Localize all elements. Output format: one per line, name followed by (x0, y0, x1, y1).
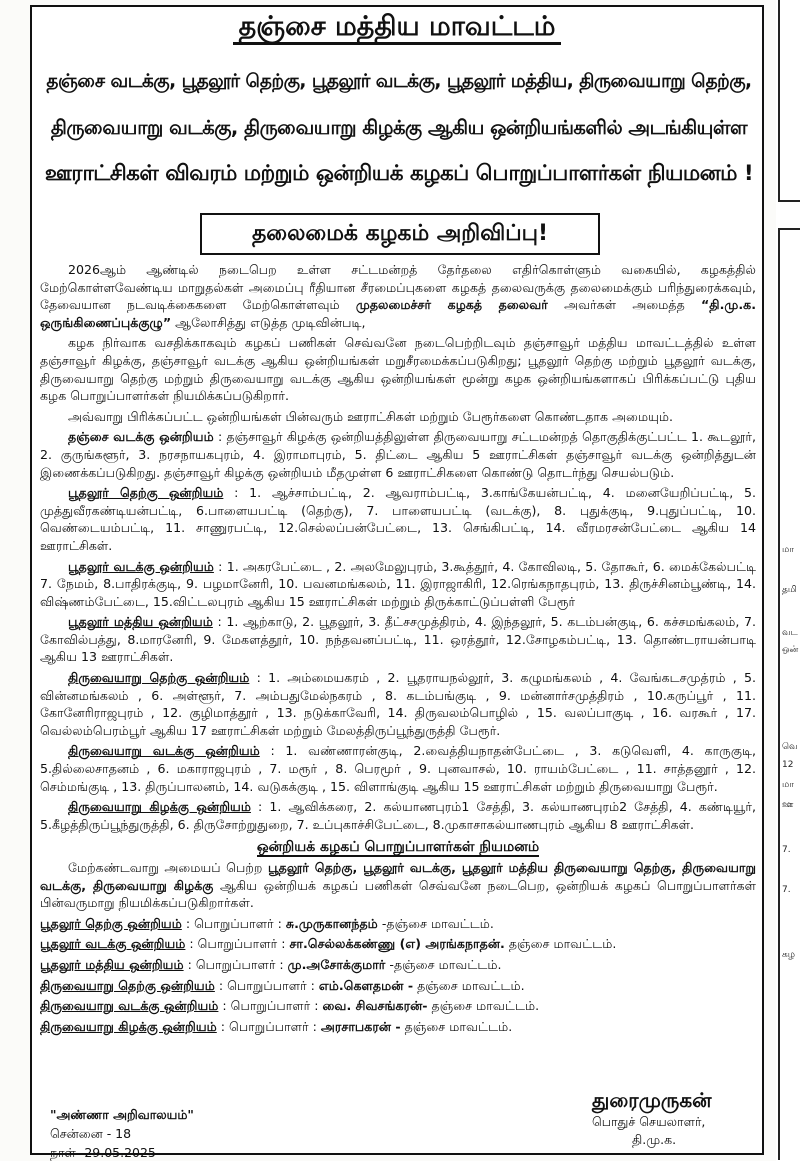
side-fragment: 7. (782, 885, 791, 895)
appointment-row: பூதலூர் தெற்கு ஒன்றியம் : பொறுப்பாளர் : சு.முருகானந்தம் -தஞ்சை மாவட்டம். (40, 915, 494, 931)
side-fragment: மா (782, 780, 794, 790)
signatory-designation: பொதுச் செயலாளர், (592, 1114, 706, 1129)
office-name: "அண்ணா அறிவாலயம்" (50, 1107, 194, 1122)
union-paragraph: திருவையாறு தெற்கு ஒன்றியம் : 1. அம்மையகரம் , 2. பூதராயநல்லூர், 3. கழுமங்கலம் , 4. வேங்கடசமுத்ரம் , 5. வின்னமங்கலம் , 6. அள்ளூர், 7. அம்பதுமேல்நகரம் , 8. கடம்பங்குடி , 9. மன்னார்சமுத்திரம் , 10.கருப்பூர் , 11. கோனேரிராஜபுரம் , 12. குழிமாத்தூர் , 13. நடுக்காவேரி, 14. திருவலம்பொழில் , 15. வலப்பாகுடி , 16. வரகூர் , 17. வெல்லம்பெரம்பூர் ஆகிய 17 ஊராட்சிகள் மற்றும் மேலத்திருப்பூந்துருத்தி பேரூர். (40, 670, 756, 738)
intro-paragraph-3: அவ்வாறு பிரிக்கப்பட்ட ஒன்றியங்கள் பின்வரும் ஊராட்சிகள் மற்றும் பேரூர்களை கொண்டதாக அமையும். (68, 408, 674, 424)
headline-line-3: ஊராட்சிகள் விவரம் மற்றும் ஒன்றியக் கழகப் பொறுப்பாளர்கள் நியமனம் ! (44, 161, 754, 186)
appointment-row: திருவையாறு கிழக்கு ஒன்றியம் : பொறுப்பாளர் : அரசாபகரன் - தஞ்சை மாவட்டம். (40, 1018, 513, 1034)
adjacent-column (776, 0, 800, 1161)
union-paragraph: திருவையாறு கிழக்கு ஒன்றியம் : 1. ஆவிக்கரை, 2. கல்யாணபுரம்1 சேத்தி, 3. கல்யாணபுரம்2 சேத்தி, 4. கண்டியூர், 5.கீழத்திருப்பூந்துருத்தி, 6. திருசோற்றுதுறை, 7. உப்புகாச்சிபேட்டை, 8.முகாசாகல்யாணபுரம் ஆகிய 8 ஊராட்சிகள். (40, 799, 756, 832)
union-paragraph: பூதலூர் வடக்கு ஒன்றியம் : 1. அகரபேட்டை , 2. அலமேலுபுரம், 3.கூத்தூர், 4. கோவிலடி, 5. தோகூர், 6. மைக்கேல்பட்டி 7. நேமம், 8.பாதிரக்குடி, 9. பழமானேரி, 10. பவனமங்கலம், 11. இராஜாகிரி, 12.ரெங்கநாதபுரம், 13. திருச்சினம்பூண்டி, 14. விஷ்ணம்பேட்டை, 15.விட்டலபுரம் ஆகிய 15 ஊராட்சிகள் மற்றும் திருக்காட்டுப்பள்ளி பேரூர் (40, 558, 756, 609)
union-paragraph: பூதலூர் மத்திய ஒன்றியம் : 1. ஆற்காடு, 2. பூதலூர், 3. தீட்சசமுத்திரம், 4. இந்தலூர், 5. கடம்பன்குடி, 6. கச்சமங்கலம், 7. கோவில்பத்து, 8.மாரனேரி, 9. மேகளத்தூர், 10. நந்தவனப்பட்டி, 11. ஒரத்தூர், 12.சோழகம்பட்டி, 13. தொண்டராயன்பாடி ஆகிய 13 ஊராட்சிகள். (40, 614, 756, 665)
side-fragment: 7. (782, 845, 791, 855)
side-fragment: ஒன் (782, 645, 799, 655)
signatory-name: துரைமுருகன் (592, 1088, 712, 1112)
headline-line-2: திருவையாறு வடக்கு, திருவையாறு கிழக்கு ஆகிய ஒன்றியங்களில் அடங்கியுள்ள (50, 116, 748, 139)
union-paragraph: திருவையாறு வடக்கு ஒன்றியம் : 1. வண்ணாரன்குடி, 2.வைத்தியநாதன்பேட்டை , 3. கடுவெளி, 4. காருகுடி, 5.தில்லைசாதனம் , 6. மகாராஜபுரம் , 7. மரூர் , 8. பெரமூர் , 9. புனவாசல், 10. ராயம்பேட்டை , 11. சாத்தனூர் , 12. செம்மங்குடி , 13. திருப்பாலனம், 14. வடுகக்குடி , 15. விளாங்குடி ஆகிய 15 ஊராட்சிகள் மற்றும் திருவையாறு பேரூர். (40, 743, 756, 794)
side-fragment: 12 (782, 760, 794, 770)
notice-date: நாள்- 29.05.2025 (50, 1145, 156, 1160)
appointment-row: பூதலூர் மத்திய ஒன்றியம் : பொறுப்பாளர் : மு.அசோக்குமார் -தஞ்சை மாவட்டம். (40, 956, 502, 972)
office-city: சென்னை - 18 (50, 1126, 132, 1141)
appointment-row: திருவையாறு வடக்கு ஒன்றியம் : பொறுப்பாளர் : வை. சிவசங்கரன்- தஞ்சை மாவட்டம். (40, 998, 540, 1014)
notice-title: தலைமைக் கழகம் அறிவிப்பு! (200, 213, 600, 255)
headline-line-1: தஞ்சை வடக்கு, பூதலூர் தெற்கு, பூதலூர் வடக்கு, பூதலூர் மத்திய, திருவையாறு தெற்கு, (46, 71, 752, 92)
intro-paragraph-1: 2026ஆம் ஆண்டில் நடைபெற உள்ள சட்டமன்றத் தேர்தலை எதிர்கொள்ளும் வகையில், கழகத்தில் மேற்கொள்ளவேண்டிய மாறுதல்கள் அமைப்பு ரீதியான சீரமைப்புகளை கழகத் தலைவருக்கு தலைமைக்கும் பரிந்துரைக்கவும், தேவையான நடவடிக்கைகளை மேற்கொள்ளவும் முதலமைச்சர் கழகத் தலைவர் அவர்கள் அமைத்த “தி.மு.க. ஒருங்கிணைப்புக்குழு” ஆலோசித்து எடுத்த முடிவின்படி, (40, 262, 756, 330)
side-fragment: தமி (782, 585, 797, 595)
side-fragment: வட (782, 628, 798, 638)
office-address (50, 1105, 300, 1162)
appointments-title: ஒன்றியக் கழகப் பொறுப்பாளர்கள் நியமனம் (256, 839, 540, 856)
union-paragraph: தஞ்சை வடக்கு ஒன்றியம் : தஞ்சாவூர் கிழக்கு ஒன்றியத்திலுள்ள திருவையாறு சட்டமன்றத் தொகுதிக்குட்பட்ட 1. கூடலூர், 2. குருங்களூர், 3. நரசநாயகபுரம், 4. இராமாபுரம், 5. திட்டை ஆகிய 5 ஊராட்சிகள் தஞ்சாவூர் வடக்கு ஒன்றித்துடன் இணைக்கப்படுகிறது. தஞ்சாவூர் கிழக்கு ஒன்றியம் மீதமுள்ள 6 ஊராட்சிகளை கொண்டு தொடர்ந்து செயல்படும். (40, 429, 756, 480)
side-fragment: மா (782, 545, 794, 555)
union-paragraph: பூதலூர் தெற்கு ஒன்றியம் : 1. ஆச்சாம்பட்டி, 2. ஆவராம்பட்டி, 3.காங்கேயன்பட்டி, 4. மனையேறிப்பட்டி, 5. முத்துவீரகண்டியன்பட்டி, 6.பாளையபட்டி (தெற்கு), 7. பாளையபட்டி (வடக்கு), 8. புதுக்குடி, 9.புதுப்பட்டி, 10. வெண்டையம்பட்டி, 11. சாணுரபட்டி, 12.செல்லப்பன்பேட்டை, 13. செங்கிபட்டி, 14. வீரமரசன்பேட்டை ஆகிய 14 ஊராட்சிகள். (40, 485, 756, 553)
district-heading: தஞ்சை மத்திய மாவட்டம் (32, 11, 762, 46)
appointment-row: பூதலூர் வடக்கு ஒன்றியம் : பொறுப்பாளர் : சா.செல்லக்கண்ணு (எ) அரங்கநாதன். தஞ்சை மாவட்டம். (40, 936, 617, 952)
side-fragment: வெ (782, 742, 798, 752)
side-fragment: ஊ (782, 800, 794, 810)
party-name: தி.மு.க. (632, 1132, 677, 1147)
adjacent-box-bottom (778, 228, 800, 1160)
notice-body (40, 261, 756, 1038)
side-fragment: கழ (782, 950, 795, 960)
appointment-row: திருவையாறு தெற்கு ஒன்றியம் : பொறுப்பாளர் : எம்.கௌதமன் - தஞ்சை மாவட்டம். (40, 977, 525, 993)
party-notice (30, 5, 764, 1160)
intro-paragraph-2: கழக நிர்வாக வசதிக்காகவும் கழகப் பணிகள் செவ்வனே நடைபெற்றிடவும் தஞ்சாவூர் மத்திய மாவட்டத்தில் உள்ள தஞ்சாவூர் கிழக்கு, தஞ்சாவூர் வடக்கு ஆகிய ஒன்றியங்கள் மறுசீரமைக்கப்படுகிறது; பூதலூர் தெற்கு மற்றும் பூதலூர் வடக்கு, திருவையாறு தெற்கு மற்றும் திருவையாறு வடக்கு ஆகிய ஒன்றியங்கள் மூன்று கழக ஒன்றியங்களாகப் பிரிக்கப்பட்டு புதிய கழக பொறுப்பாளர்கள் நியமிக்கப்படுகிறார். (40, 335, 756, 404)
signature-block (592, 1087, 762, 1149)
appointments-intro: மேற்கண்டவாறு அமையப் பெற்ற பூதலூர் தெற்கு, பூதலூர் வடக்கு, பூதலூர் மத்திய திருவையாறு தெற்கு, திருவையாறு வடக்கு, திருவையாறு கிழக்கு ஆகிய ஒன்றியக் கழகப் பணிகள் செவ்வனே நடைபெற, ஒன்றியக் கழகப் பொறுப்பாளர்கள் பின்வருமாறு நியமிக்கப்படுகிறார்கள். (40, 860, 756, 911)
adjacent-box-top (778, 0, 800, 202)
